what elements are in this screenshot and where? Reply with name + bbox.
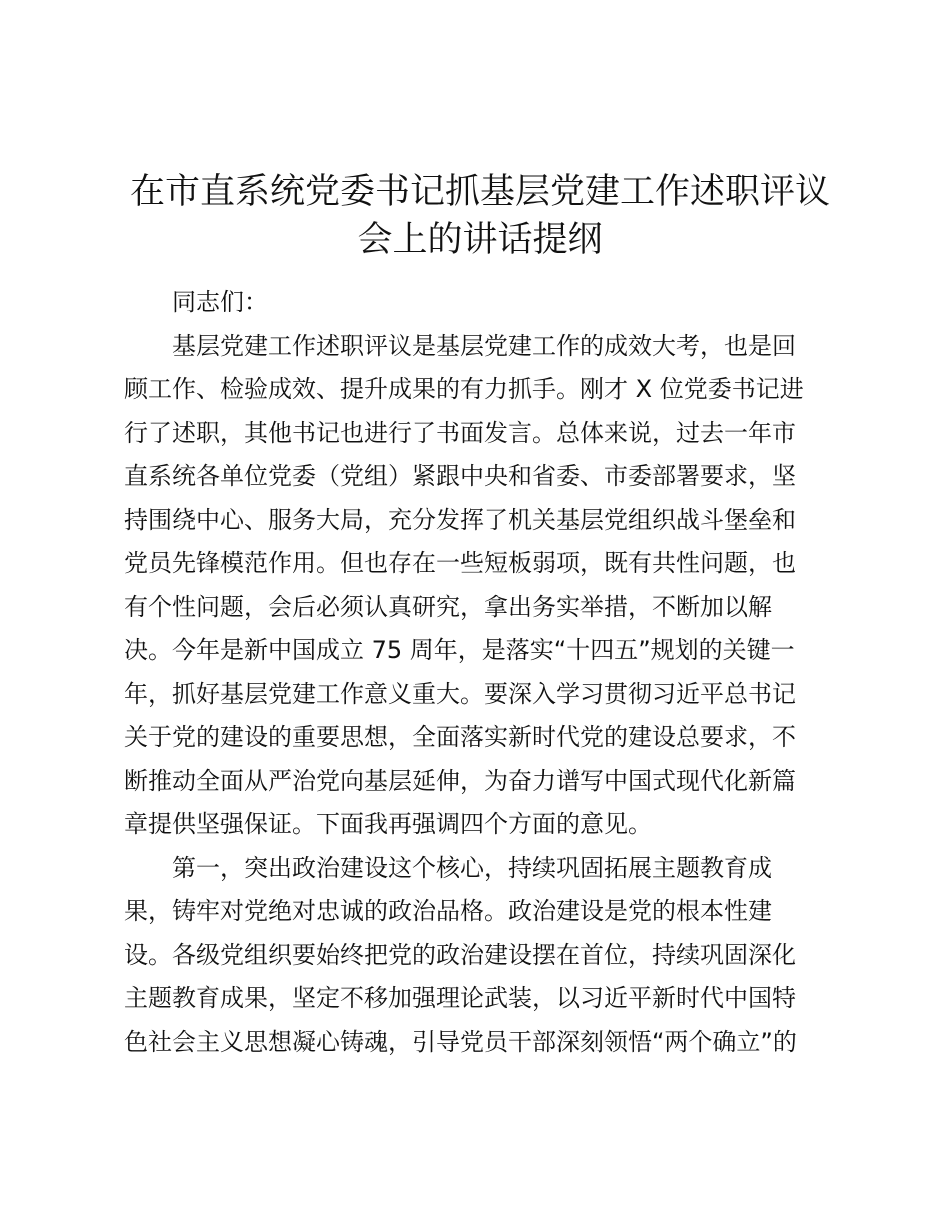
paragraph-2-line: 第一，突出政治建设这个核心，持续巩固拓展主题教育成 <box>172 853 772 882</box>
document-title-line-2: 会上的讲话提纲 <box>357 220 603 260</box>
paragraph-1-line: 有个性问题，会后必须认真研究，拿出务实举措，不断加以解 <box>124 592 772 621</box>
paragraph-1-line: 年，抓好基层党建工作意义重大。要深入学习贯彻习近平总书记 <box>124 679 796 708</box>
paragraph-2-line: 设。各级党组织要始终把党的政治建设摆在首位，持续巩固深化 <box>124 940 796 969</box>
paragraph-2-line: 主题教育成果，坚定不移加强理论武装，以习近平新时代中国特 <box>124 984 796 1012</box>
paragraph-1-line: 行了述职，其他书记也进行了书面发言。总体来说，过去一年市 <box>124 418 796 447</box>
paragraph-1-line: 断推动全面从严治党向基层延伸，为奋力谱写中国式现代化新篇 <box>124 766 796 795</box>
paragraph-1-line: 基层党建工作述职评议是基层党建工作的成效大考，也是回 <box>172 331 796 360</box>
document-title-line-1: 在市直系统党委书记抓基层党建工作述职评议 <box>129 172 830 212</box>
paragraph-1-line: 决。今年是新中国成立 75 周年，是落实“十四五”规划的关键一 <box>124 636 795 664</box>
paragraph-1 <box>124 325 822 847</box>
document-body <box>124 281 822 1064</box>
paragraph-1-line: 关于党的建设的重要思想，全面落实新时代党的建设总要求，不 <box>124 723 796 751</box>
paragraph-2 <box>124 847 822 1065</box>
paragraph-1-line: 顾工作、检验成效、提升成果的有力抓手。刚才 X 位党委书记进 <box>124 375 804 403</box>
paragraph-1-line: 章提供坚强保证。下面我再强调四个方面的意见。 <box>124 810 652 838</box>
paragraph-1-line: 党员先锋模范作用。但也存在一些短板弱项，既有共性问题，也 <box>124 549 796 577</box>
paragraph-2-line: 色社会主义思想凝心铸魂，引导党员干部深刻领悟“两个确立”的 <box>124 1027 797 1056</box>
salutation <box>124 281 822 325</box>
paragraph-2-line: 果，铸牢对党绝对忠诚的政治品格。政治建设是党的根本性建 <box>124 897 772 925</box>
paragraph-1-line: 直系统各单位党委（党组）紧跟中央和省委、市委部署要求，坚 <box>124 462 796 490</box>
salutation-text: 同志们： <box>172 288 268 316</box>
paragraph-1-line: 持围绕中心、服务大局，充分发挥了机关基层党组织战斗堡垒和 <box>124 505 796 534</box>
